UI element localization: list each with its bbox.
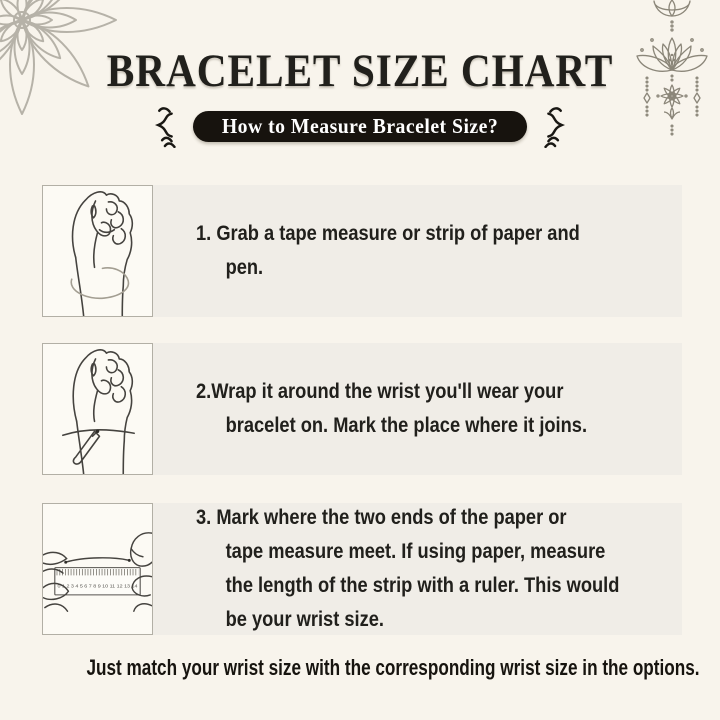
step-text-line: 1. Grab a tape measure or strip of paper and — [196, 222, 580, 245]
step-row-1 — [42, 185, 682, 317]
step3-text — [153, 503, 685, 635]
hand-wrist-band-icon — [43, 186, 152, 316]
step-text-line: bracelet on. Mark the place where it joins. — [225, 414, 588, 437]
ruler-numbers: 0 1 2 3 4 5 6 7 8 9 10 11 12 13 14 — [57, 584, 131, 590]
how-to-badge — [193, 111, 527, 142]
badge-label: How to Measure Bracelet Size? — [221, 113, 499, 138]
step-text-line: the length of the strip with a ruler. This would — [225, 574, 620, 597]
flourish-right-icon — [537, 104, 575, 148]
step-text-line: tape measure meet. If using paper, measure — [225, 540, 606, 563]
step1-illustration-box — [42, 185, 153, 317]
step-text-line: pen. — [225, 256, 264, 279]
footer-note — [0, 655, 720, 681]
badge-row — [0, 103, 720, 149]
pen-marking-wrist-icon — [43, 344, 152, 474]
step-row-3 — [42, 503, 682, 635]
step-row-2 — [42, 343, 682, 475]
step-text-line: be your wrist size. — [225, 608, 384, 631]
step3-illustration-box — [42, 503, 153, 635]
step1-text — [153, 185, 682, 317]
step2-text — [153, 343, 682, 475]
footer-note-text: Just match your wrist size with the corresponding wrist size in the options. — [86, 655, 700, 680]
step-text-line: 3. Mark where the two ends of the paper or — [196, 506, 567, 529]
step2-illustration-box — [42, 343, 153, 475]
step-text-line: 2.Wrap it around the wrist you'll wear your — [196, 380, 564, 403]
ruler-measuring-icon — [43, 504, 152, 634]
flourish-left-icon — [145, 104, 183, 148]
page-title: BRACELET SIZE CHART — [106, 45, 614, 97]
